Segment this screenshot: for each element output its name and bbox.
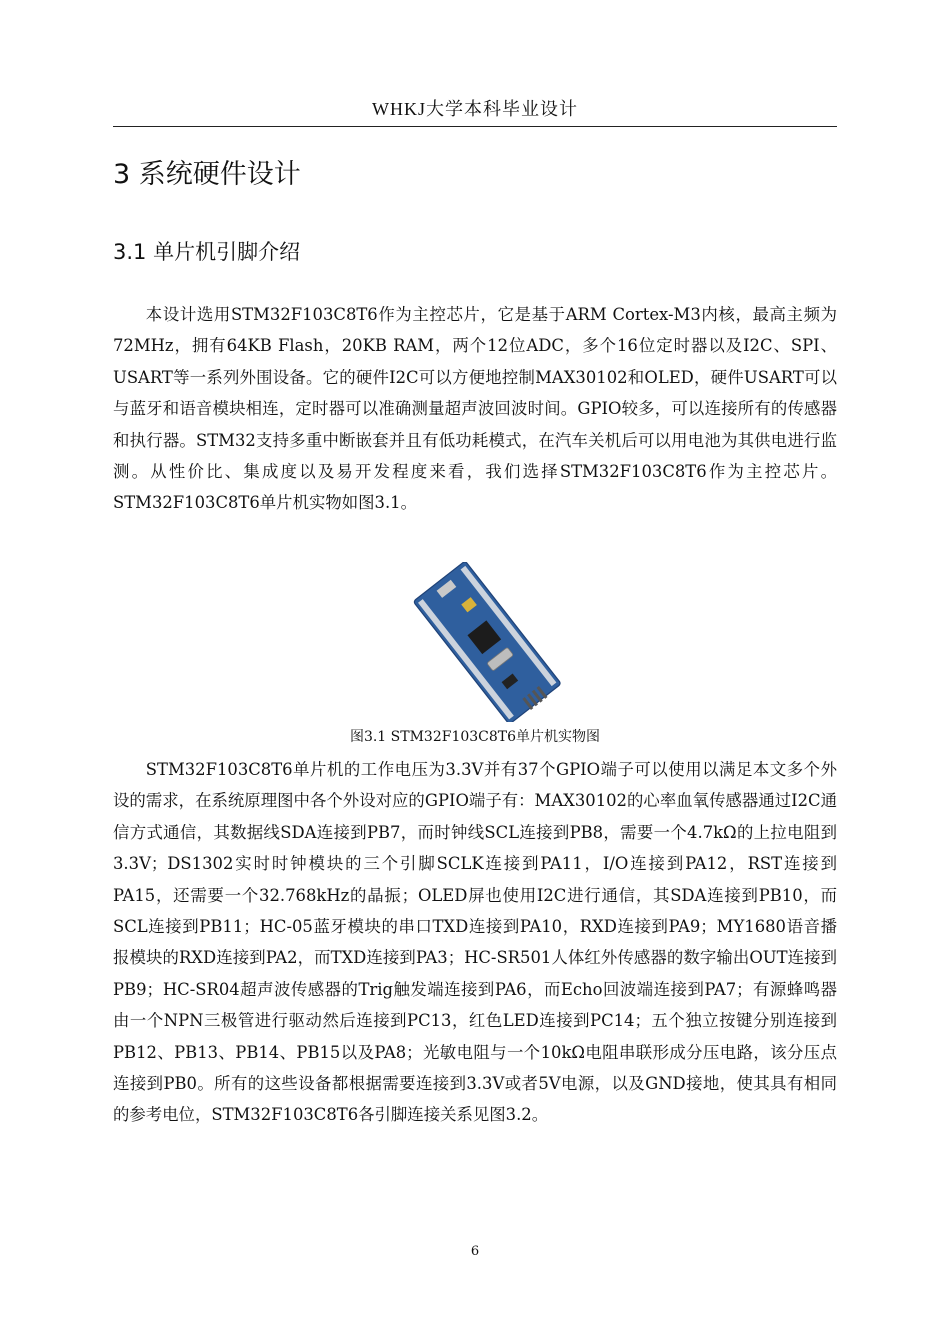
stm32-board-photo (410, 562, 565, 722)
section-title: 3.1 单片机引脚介绍 (113, 240, 301, 264)
figure-caption: 图3.1 STM32F103C8T6单片机实物图 (349, 729, 601, 745)
body-paragraph-1: 本设计选用STM32F103C8T6作为主控芯片，它是基于ARM Cortex-M3内核，最高主频为72MHz，拥有64KB Flash，20KB RAM，两个12位ADC，多个16位定时器以及I2C、SPI、USART等一系列外围设备。它的硬件I2C可以方便地控制MAX30102和OLED，硬件USART可以与蓝牙和语音模块相连，定时器可以准确测量超声波回波时间。GPIO较多，可以连接所有的传感器和执行器。STM32支持多重中断嵌套并且有低功耗模式，在汽车关机后可以用电池为其供电进行监测。从性价比、集成度以及易开发程度来看，我们选择STM32F103C8T6作为主控芯片。STM32F103C8T6单片机实物如图3.1。 (113, 305, 837, 513)
header-rule (113, 126, 837, 127)
chapter-title: 3 系统硬件设计 (113, 159, 301, 190)
page-number: 6 (470, 1244, 480, 1259)
running-header: WHKJ大学本科毕业设计 (372, 99, 578, 119)
body-paragraph-2: STM32F103C8T6单片机的工作电压为3.3V并有37个GPIO端子可以使用以满足本文多个外设的需求，在系统原理图中各个外设对应的GPIO端子有：MAX30102的心率血氧传感器通过I2C通信方式通信，其数据线SDA连接到PB7，而时钟线SCL连接到PB8，需要一个4.7kΩ的上拉电阻到3.3V；DS1302实时时钟模块的三个引脚SCLK连接到PA11，I/O连接到PA12，RST连接到PA15，还需要一个32.768kHz的晶振；OLED屏也使用I2C进行通信，其SDA连接到PB10，而SCL连接到PB11；HC-05蓝牙模块的串口TXD连接到PA10，RXD连接到PA9；MY1680语音播报模块的RXD连接到PA2，而TXD连接到PA3；HC-SR501人体红外传感器的数字输出OUT连接到PB9；HC-SR04超声波传感器的Trig触发端连接到PA6，而Echo回波端连接到PA7；有源蜂鸣器由一个NPN三极管进行驱动然后连接到PC13，红色LED连接到PC14；五个独立按键分别连接到PB12、PB13、PB14、PB15以及PA8；光敏电阻与一个10kΩ电阻串联形成分压电路，该分压点连接到PB0。所有的这些设备都根据需要连接到3.3V或者5V电源，以及GND接地，使其具有相同的参考电位，STM32F103C8T6各引脚连接关系见图3.2。 (113, 760, 837, 1125)
